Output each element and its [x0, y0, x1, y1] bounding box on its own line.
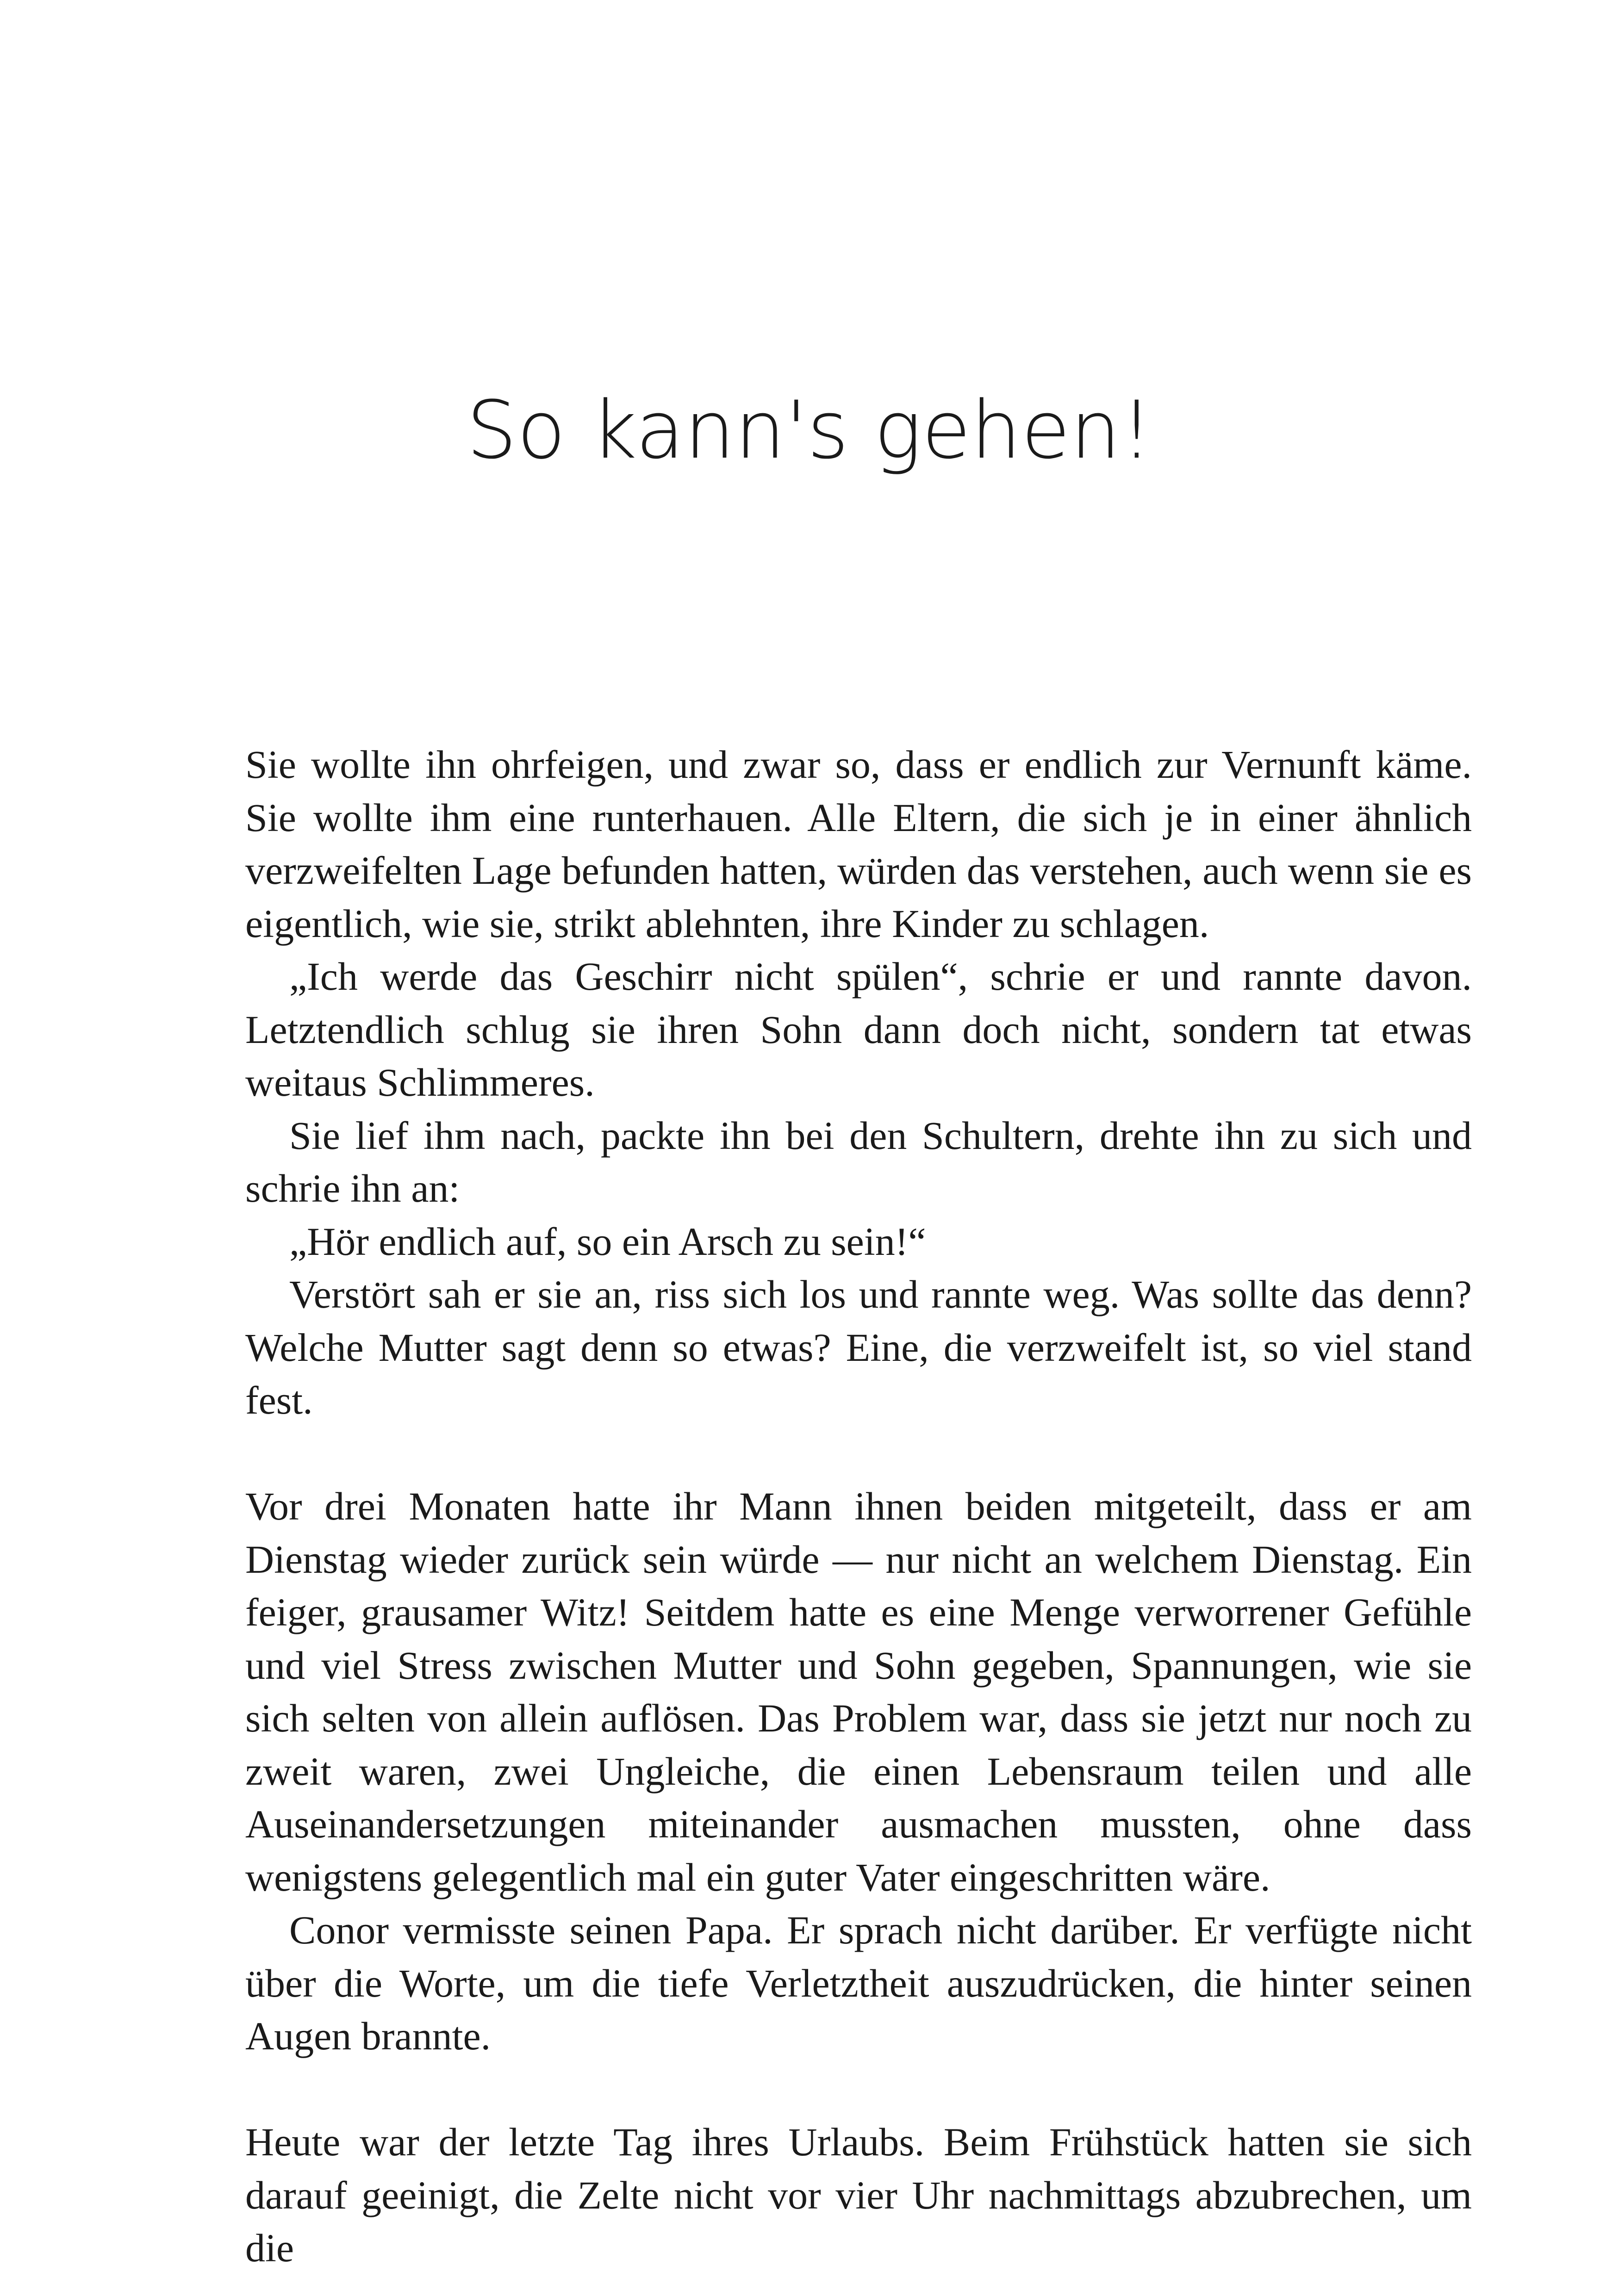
text-section-1	[245, 738, 1472, 1427]
paragraph: Vor drei Monaten hatte ihr Mann ihnen beiden mitgeteilt, dass er am Dienstag wieder zurück sein würde — nur nicht an welchem Dienstag. Ein feiger, grausamer Witz! Seitdem hatte es eine Menge verworrener Gefühle und viel Stress zwischen Mutter und Sohn gegeben, Spannungen, wie sie sich selten von allein auflösen. Das Problem war, dass sie jetzt nur noch zu zweit waren, zwei Ungleiche, die einen Lebensraum teilen und alle Auseinandersetzungen miteinander ausmachen mussten, ohne dass wenigstens gelegentlich mal ein guter Vater eingeschritten wäre.	[245, 1484, 1472, 1899]
paragraph: Heute war der letzte Tag ihres Urlaubs. Beim Frühstück hatten sie sich darauf geeinigt, die Zelte nicht vor vier Uhr nachmittags abzubrechen, um die	[245, 2120, 1472, 2270]
paragraph: „Ich werde das Geschirr nicht spülen“, schrie er und rannte davon. Letztendlich schlug sie ihren Sohn dann doch nicht, sondern tat etwas weitaus Schlimmeres.	[245, 954, 1472, 1105]
text-section-2	[245, 1480, 1472, 2063]
chapter-title: So kann's gehen!	[466, 384, 1153, 477]
chapter-body	[245, 738, 1472, 2275]
paragraph: Verstört sah er sie an, riss sich los und rannte weg. Was sollte das denn? Welche Mutter sagt denn so etwas? Eine, die verzweifelt ist, so viel stand fest.	[245, 1272, 1472, 1422]
paragraph: Sie lief ihm nach, packte ihn bei den Schultern, drehte ihn zu sich und schrie ihn an:	[245, 1113, 1472, 1210]
paragraph: „Hör endlich auf, so ein Arsch zu sein!“	[289, 1219, 926, 1264]
paragraph: Conor vermisste seinen Papa. Er sprach nicht darüber. Er verfügte nicht über die Worte, um die tiefe Verletztheit auszudrücken, die hinter seinen Augen brannte.	[245, 1908, 1472, 2058]
text-section-3	[245, 2116, 1472, 2275]
paragraph: Sie wollte ihn ohrfeigen, und zwar so, dass er endlich zur Vernunft käme. Sie wollte ihm eine runterhauen. Alle Eltern, die sich je in einer ähnlich verzweifelten Lage befunden hatten, würden das verstehen, auch wenn sie es eigentlich, wie sie, strikt ablehnten, ihre Kinder zu schlagen.	[245, 742, 1472, 946]
